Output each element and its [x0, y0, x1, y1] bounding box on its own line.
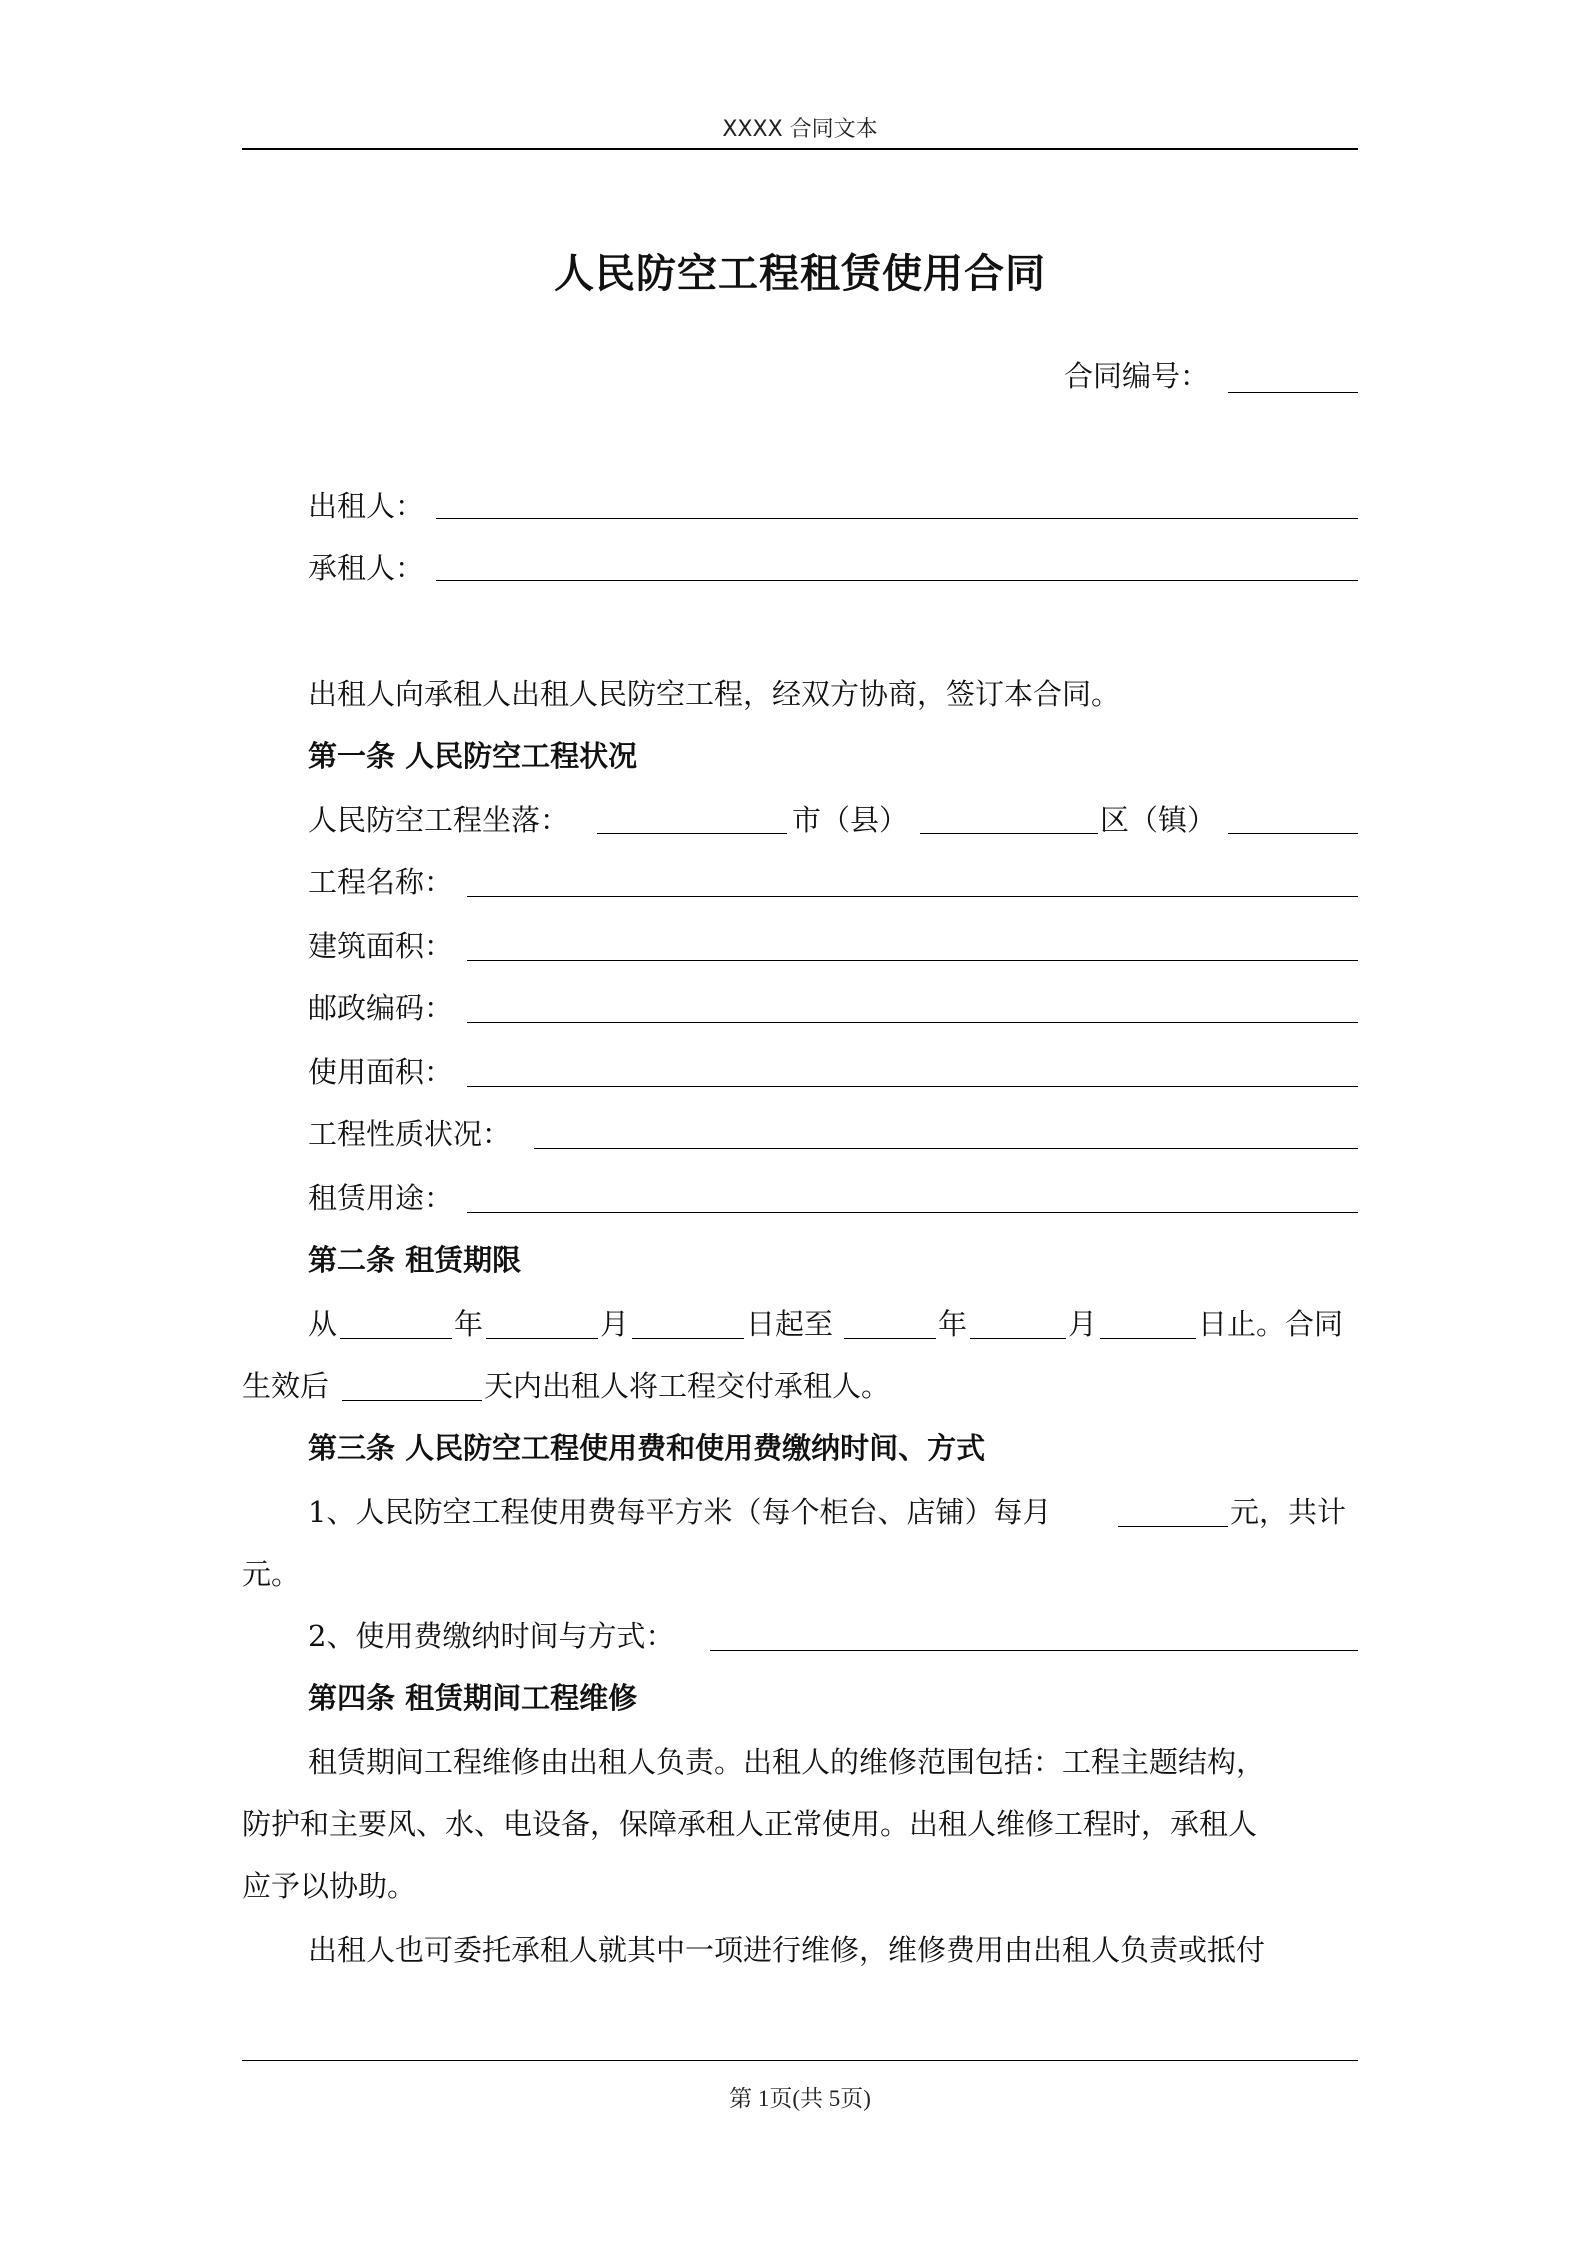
- start-year-field[interactable]: [340, 1338, 452, 1339]
- lease-purpose-label: 租赁用途：: [308, 1181, 454, 1215]
- location-city-field[interactable]: [597, 833, 787, 834]
- day-from-label: 日起至: [746, 1307, 834, 1341]
- postcode-label: 邮政编码：: [308, 991, 454, 1025]
- lessor-field[interactable]: [436, 518, 1358, 519]
- start-month-field[interactable]: [486, 1338, 598, 1339]
- article-3-heading: 第三条 人民防空工程使用费和使用费缴纳时间、方式: [308, 1431, 986, 1465]
- year-label: 年: [454, 1307, 484, 1341]
- project-name-label: 工程名称：: [308, 865, 454, 899]
- delivery-days-field[interactable]: [342, 1400, 482, 1401]
- article-1-heading: 第一条 人民防空工程状况: [308, 739, 638, 773]
- header-rule: [242, 148, 1358, 150]
- project-nature-label: 工程性质状况：: [308, 1117, 512, 1151]
- usage-area-field[interactable]: [467, 1086, 1358, 1087]
- article-2-heading: 第二条 租赁期限: [308, 1243, 522, 1277]
- district-label: 区（镇）: [1100, 803, 1217, 837]
- start-day-field[interactable]: [632, 1338, 744, 1339]
- year2-label: 年: [938, 1307, 968, 1341]
- day-to-label: 日止。合同: [1198, 1307, 1344, 1341]
- effective-label: 生效后: [242, 1369, 330, 1403]
- maintenance-para-line-2: 防护和主要风、水、电设备，保障承租人正常使用。出租人维修工程时，承租人: [242, 1807, 1258, 1841]
- usage-area-label: 使用面积：: [308, 1055, 454, 1089]
- term-from-label: 从: [308, 1307, 338, 1341]
- month2-label: 月: [1068, 1307, 1098, 1341]
- project-name-field[interactable]: [467, 896, 1358, 897]
- building-area-label: 建筑面积：: [308, 929, 454, 963]
- article-4-heading: 第四条 租赁期间工程维修: [308, 1681, 638, 1715]
- maintenance-para-line-1: 租赁期间工程维修由出租人负责。出租人的维修范围包括：工程主题结构，: [308, 1745, 1266, 1779]
- location-town-field[interactable]: [1228, 833, 1358, 834]
- fee-unit-text: 元。: [242, 1557, 301, 1591]
- month-label: 月: [600, 1307, 630, 1341]
- footer-rule: [242, 2060, 1358, 2061]
- postcode-field[interactable]: [467, 1022, 1358, 1023]
- delivery-text: 天内出租人将工程交付承租人。: [484, 1369, 891, 1403]
- page-footer: 第 1页(共 5页): [729, 2086, 871, 2111]
- document-title: 人民防空工程租赁使用合同: [554, 250, 1046, 297]
- payment-method-label: 2、使用费缴纳时间与方式：: [308, 1619, 675, 1653]
- fee-total-text: 元，共计: [1230, 1495, 1347, 1529]
- maintenance-para-2: 出租人也可委托承租人就其中一项进行维修，维修费用由出租人负责或抵付: [308, 1933, 1266, 1967]
- end-year-field[interactable]: [844, 1338, 936, 1339]
- end-day-field[interactable]: [1100, 1338, 1196, 1339]
- city-label: 市（县）: [792, 803, 909, 837]
- monthly-fee-field[interactable]: [1118, 1526, 1228, 1527]
- lessor-label: 出租人：: [308, 489, 425, 523]
- lessee-field[interactable]: [436, 580, 1358, 581]
- end-month-field[interactable]: [970, 1338, 1066, 1339]
- contract-no-field[interactable]: [1228, 392, 1358, 393]
- location-label: 人民防空工程坐落：: [308, 803, 570, 837]
- lessee-label: 承租人：: [308, 551, 425, 585]
- building-area-field[interactable]: [467, 960, 1358, 961]
- project-nature-field[interactable]: [534, 1148, 1358, 1149]
- maintenance-para-line-3: 应予以协助。: [242, 1869, 417, 1903]
- lease-purpose-field[interactable]: [467, 1212, 1358, 1213]
- page-header: XXXX 合同文本: [722, 117, 878, 142]
- contract-no-label: 合同编号：: [1064, 359, 1210, 393]
- payment-method-field[interactable]: [710, 1650, 1358, 1651]
- intro-paragraph: 出租人向承租人出租人民防空工程，经双方协商，签订本合同。: [308, 677, 1121, 711]
- location-district-field[interactable]: [920, 833, 1098, 834]
- fee-text: 1、人民防空工程使用费每平方米（每个柜台、店铺）每月: [308, 1495, 1052, 1529]
